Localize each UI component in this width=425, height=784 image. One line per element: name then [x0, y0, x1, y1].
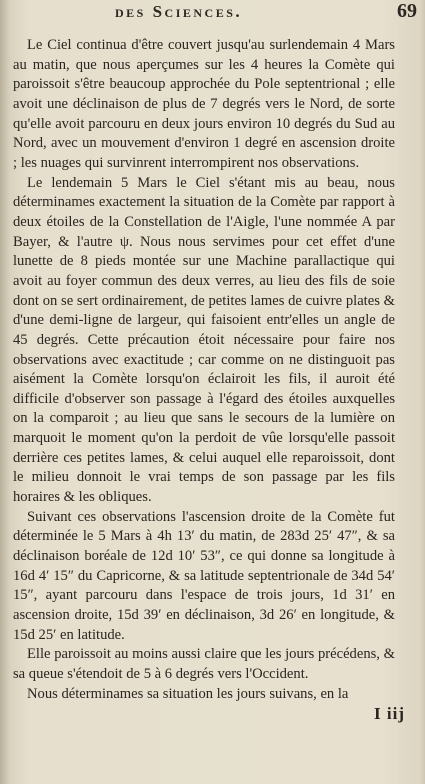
page-footer	[13, 704, 405, 726]
paragraph: Le lendemain 5 Mars le Ciel s'étant mis au beau, nous déterminames exactement la situation de la Comète par rapport à deux étoiles de la Constellation de l'Aigle, l'une nommée A par Bayer, & l'autre ψ. Nous nous servimes pour cet effet d'une lunette de 8 pieds montée sur une Machine parallactique qui avoit au foyer commun des deux verres, au lieu des fils de soie dont on se sert ordinairement, de petites lames de cuivre plates & d'une demi-ligne de largeur, qui faisoient entr'elles un angle de 45 degrés. Cette précaution étoit nécessaire pour faire nos observations avec exactitude ; car comme on ne distinguoit pas aisément la Comète lorsqu'on éclairoit les fils, il auroit été difficile d'observer son passage à l'égard des étoiles auxquelles on la comparoit ; au lieu que sans le secours de la lumière on marquoit le moment qu'on la perdoit de vûe lorsqu'elle passoit derrière ces petites lames, & celui auquel elle reparoissoit, dont le milieu donnoit le vrai temps de son passage par les fils horaires & les obliques.	[13, 174, 395, 506]
paragraph: Le Ciel continua d'être couvert jusqu'au surlendemain 4 Mars au matin, que nous aperçumes sur les 4 heures la Comète qui paroissoit s'être beaucoup approchée du Pole septentrional ; elle avoit une déclinaison de plus de 7 degrés vers le Nord, de sorte qu'elle avoit parcouru en deux jours environ 10 degrés du Sud au Nord, avec un mouvement d'environ 1 degré en ascension droite ; les nuages qui survinrent interrompirent nos observations.	[13, 37, 395, 171]
signature-mark: I iij	[374, 704, 405, 724]
paragraph: Nous déterminames sa situation les jours suivans, en la	[27, 685, 349, 702]
page-body	[13, 36, 395, 704]
page-number: 69	[397, 0, 417, 22]
paragraph: Elle paroissoit au moins aussi claire que les jours précédens, & sa queue s'étendoit de 5 à 6 degrés vers l'Occident.	[13, 646, 395, 682]
running-head: des Sciences.	[115, 2, 243, 21]
paragraph: Suivant ces observations l'ascension droite de la Comète fut déterminée le 5 Mars à 4h 13′ du matin, de 283d 25′ 47″, & sa déclinaison boréale de 12d 10′ 53″, ce qui donne sa longitude à 16d 4′ 15″ du Capricorne, & sa latitude septentrionale de 34d 54′ 15″, ayant parcouru dans l'espace de trois jours, 1d 31′ en ascension droite, 15d 39′ en déclinaison, 3d 26′ en longitude, & 15d 25′ en latitude.	[13, 508, 395, 643]
page-header	[13, 0, 417, 36]
